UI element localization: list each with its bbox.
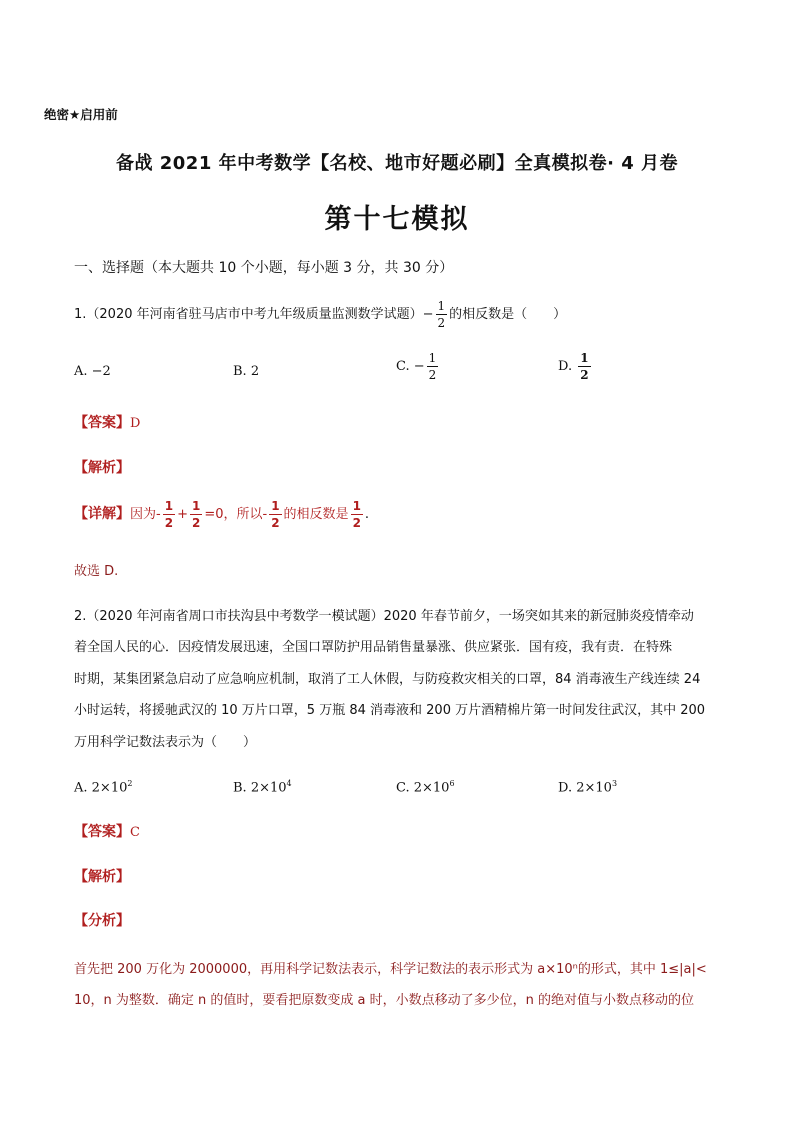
fraction: [269, 500, 281, 529]
answer-tag: 【答案】: [74, 824, 130, 840]
answer-value: D: [130, 416, 141, 431]
fraction: [163, 500, 175, 529]
question-1-tail: 的相反数是（ ）: [449, 307, 567, 322]
option-text: D. 2×10: [558, 780, 612, 796]
numerator: 1: [580, 351, 589, 365]
fraction: [190, 500, 202, 529]
denominator: 2: [428, 368, 437, 382]
fraction: [351, 500, 363, 529]
option-b: B. 2: [233, 364, 260, 379]
numerator: 1: [271, 499, 280, 513]
q2-option-d: [558, 779, 617, 795]
numerator: 1: [437, 299, 446, 313]
option-text: A. 2×10: [74, 780, 128, 796]
detail-end: .: [364, 507, 370, 522]
question-1-stem: [74, 300, 566, 329]
q2-analysis-tag: 【解析】: [74, 869, 130, 885]
q2-option-c: [396, 779, 455, 795]
detail-text: 因为-: [130, 507, 161, 522]
numerator: 1: [164, 499, 174, 513]
fenxi-line: 10，n 为整数．确定 n 的值时，要看把原数变成 a 时，小数点移动了多少位，n 的绝对值与小数点移动的位: [74, 993, 695, 1008]
denominator: 2: [164, 516, 174, 530]
denominator: 2: [271, 516, 280, 530]
denominator: 2: [352, 516, 361, 530]
answer-value: C: [130, 825, 140, 840]
plus-sign: +: [177, 507, 188, 522]
numerator: 1: [191, 499, 201, 513]
numerator: 1: [428, 351, 437, 365]
answer-row: [74, 412, 140, 432]
q2-option-b: [233, 779, 292, 795]
exponent: 4: [286, 779, 292, 788]
question-2-line: 万用科学记数法表示为（ ）: [74, 735, 257, 750]
q2-fenxi-tag: 【分析】: [74, 913, 130, 929]
question-2-line: 时期，某集团紧急启动了应急响应机制，取消了工人休假，与防疫救灾相关的口罩，84 消毒液生产线连续 24: [74, 672, 701, 687]
detail-text: 的相反数是: [283, 507, 349, 522]
exponent: 3: [611, 779, 618, 788]
confidential-label: 绝密★启用前: [44, 107, 118, 122]
fraction: [578, 352, 590, 381]
q2-answer-row: [74, 821, 140, 841]
question-2-line: 着全国人民的心．因疫情发展迅速，全国口罩防护用品销售量暴涨、供应紧张．国有疫，我有责．在特殊: [74, 640, 673, 655]
detail-text: =0，所以-: [204, 507, 268, 522]
denominator: 2: [437, 316, 446, 330]
option-c-label: C. −: [396, 359, 425, 374]
option-text: B. 2×10: [233, 780, 287, 796]
minus-sign: −: [422, 307, 434, 322]
page-title: 第十七模拟: [324, 204, 470, 235]
conclusion-text: 故选 D.: [74, 564, 119, 579]
exponent: 6: [449, 779, 455, 788]
option-c: [396, 352, 440, 381]
detail-row: [74, 500, 369, 529]
denominator: 2: [191, 516, 201, 530]
fenxi-line: 首先把 200 万化为 2000000，再用科学记数法表示，科学记数法的表示形式为 a×10ⁿ的形式，其中 1≤|a|<: [74, 962, 707, 977]
q2-option-a: [74, 779, 132, 795]
fraction: [427, 352, 439, 381]
numerator: 1: [352, 499, 361, 513]
question-1-source: 1.（2020 年河南省驻马店市中考九年级质量监测数学试题）: [74, 307, 423, 322]
exam-subtitle: 备战 2021 年中考数学【名校、地市好题必刷】全真模拟卷· 4 月卷: [115, 153, 679, 174]
exponent: 2: [127, 779, 133, 788]
detail-tag: 【详解】: [74, 506, 130, 522]
fraction: [436, 300, 448, 329]
option-text: C. 2×10: [396, 780, 450, 796]
option-a: A. −2: [74, 364, 111, 379]
analysis-tag: 【解析】: [74, 460, 130, 476]
section-heading: 一、选择题（本大题共 10 个小题，每小题 3 分，共 30 分）: [74, 260, 454, 276]
option-d-label: D.: [558, 359, 573, 374]
denominator: 2: [580, 368, 589, 382]
question-2-line: 小时运转，将援驰武汉的 10 万片口罩，5 万瓶 84 消毒液和 200 万片酒精棉片第一时间发往武汉，其中 200: [74, 703, 706, 718]
question-2-line: 2.（2020 年河南省周口市扶沟县中考数学一模试题）2020 年春节前夕，一场突如其来的新冠肺炎疫情牵动: [74, 609, 694, 624]
option-d: [558, 352, 593, 381]
answer-tag: 【答案】: [74, 415, 130, 431]
